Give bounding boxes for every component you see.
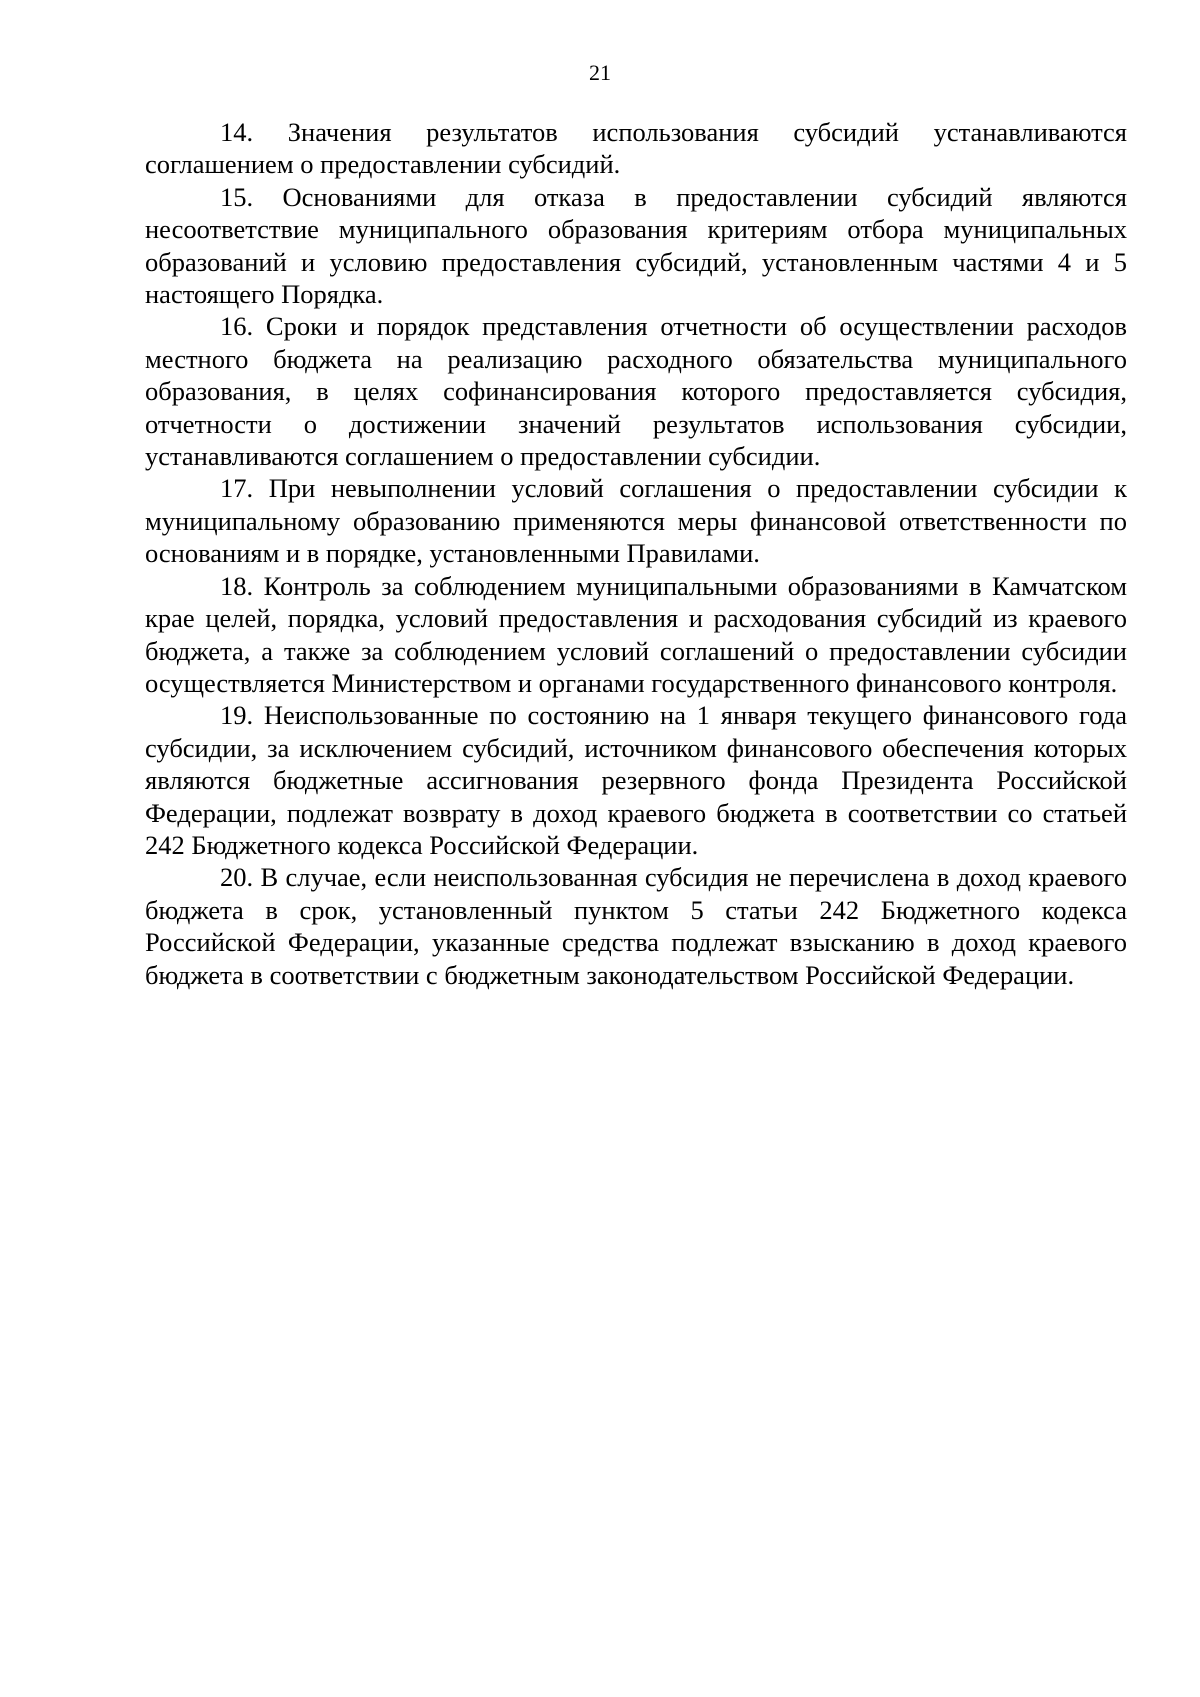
paragraph-18: 18. Контроль за соблюдением муниципальными образованиями в Камчатском крае целей, порядка, условий предоставления и расходования субсидий из краевого бюджета, а также за соблюдением условий соглашений о предоставлении субсидии осуществляется Министерством и органами государственного финансового контроля.	[145, 570, 1127, 698]
paragraph-17: 17. При невыполнении условий соглашения о предоставлении субсидии к муниципальному образованию применяются меры финансовой ответственности по основаниям и в порядке, установленными Правилами.	[145, 473, 1127, 569]
paragraph-15: 15. Основаниями для отказа в предоставлении субсидий являются несоответствие муниципального образования критериям отбора муниципальных образований и условию предоставления субсидий, установленным частями 4 и 5 настоящего Порядка.	[145, 181, 1127, 310]
paragraph-20: 20. В случае, если неиспользованная субсидия не перечислена в доход краевого бюджета в срок, установленный пунктом 5 статьи 242 Бюджетного кодекса Российской Федерации, указанные средства подлежат взысканию в доход краевого бюджета в соответствии с бюджетным законодательством Российской Федерации.	[145, 862, 1127, 990]
paragraph-16: 16. Сроки и порядок представления отчетности об осуществлении расходов местного бюджета на реализацию расходного обязательства муниципального образования, в целях софинансирования которого предоставляется субсидия, отчетности о достижении значений результатов использования субсидии, устанавливаются соглашением о предоставлении субсидии.	[145, 311, 1127, 472]
paragraph-19: 19. Неиспользованные по состоянию на 1 января текущего финансового года субсидии, за исключением субсидий, источником финансового обеспечения которых являются бюджетные ассигнования резервного фонда Президента Российской Федерации, подлежат возврату в доход краевого бюджета в соответствии со статьей 242 Бюджетного кодекса Российской Федерации.	[145, 700, 1127, 860]
page-number: 21	[589, 60, 611, 85]
paragraph-14: 14. Значения результатов использования субсидий устанавливаются соглашением о предоставлении субсидий.	[145, 117, 1127, 180]
document-body	[145, 116, 1127, 991]
